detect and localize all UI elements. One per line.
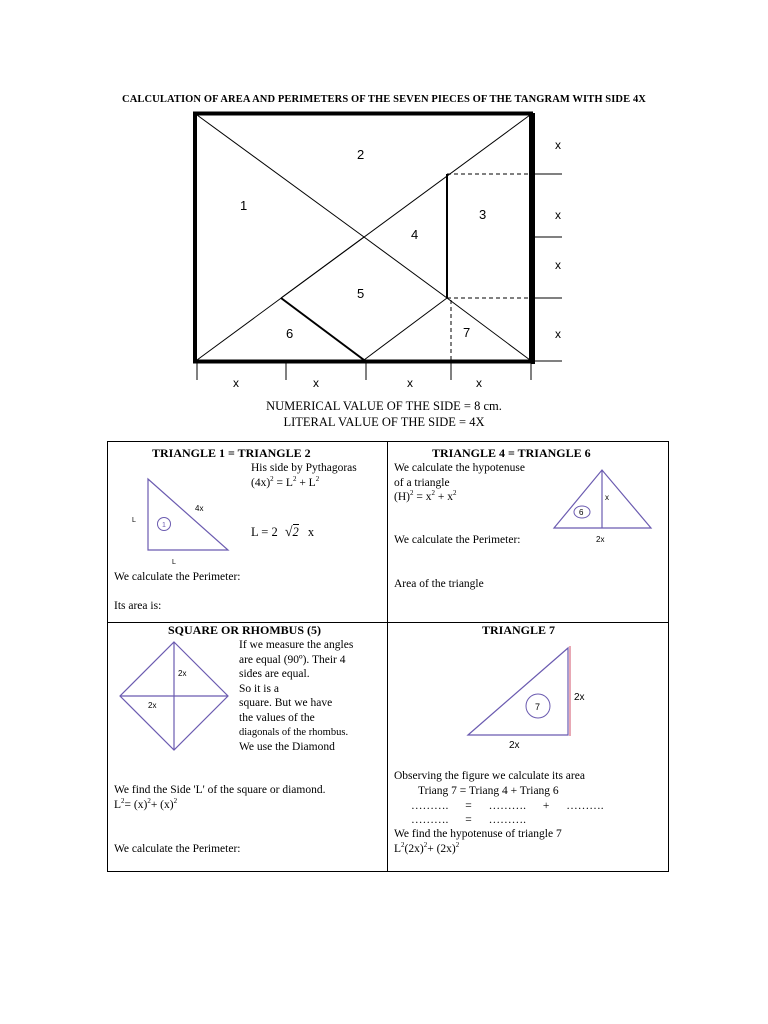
piece-3-label: 3: [479, 207, 487, 222]
heading-triangle-1-2: TRIANGLE 1 = TRIANGLE 2: [152, 446, 311, 460]
side-l-equation: L = 2 √2 x: [251, 525, 315, 540]
svg-text:1: 1: [162, 522, 166, 529]
side-mark-1: x: [555, 138, 561, 152]
bottom-mark-2: x: [313, 376, 319, 390]
triangle-text: of a triangle: [394, 477, 450, 489]
svg-text:2x: 2x: [148, 701, 157, 710]
svg-text:2x: 2x: [574, 692, 585, 703]
pythagoras-text: His side by Pythagoras: [251, 462, 357, 474]
dots-row-2: ………. = ……….: [411, 814, 526, 826]
heading-triangle-4-6: TRIANGLE 4 = TRIANGLE 6: [432, 446, 591, 460]
area-text-4: Area of the triangle: [394, 578, 484, 590]
svg-text:6: 6: [579, 508, 584, 517]
hypotenuse-7-text: We find the hypotenuse of triangle 7: [394, 828, 562, 840]
piece-2-label: 2: [357, 147, 365, 162]
square-line-4: So it is a: [239, 683, 279, 695]
hypotenuse-7-equation: $L^2(2x)^2+ (2x)^2$: [394, 841, 460, 855]
square-line-7: diagonals of the rhombus.: [239, 727, 349, 738]
heading-triangle-7: TRIANGLE 7: [482, 623, 556, 637]
svg-text:2x: 2x: [509, 740, 520, 751]
svg-text:7: 7: [535, 702, 541, 712]
bottom-mark-1: x: [233, 376, 239, 390]
dots-row-1: ………. = ………. + ……….: [411, 800, 604, 812]
piece-4-label: 4: [411, 227, 419, 242]
square-line-5: square. But we have: [239, 697, 333, 709]
hypotenuse-text: We calculate the hypotenuse: [394, 462, 525, 474]
square-side-equation: $L^2= (x)^2+ (x)^2$: [114, 797, 178, 811]
square-line-2: are equal (90º). Their 4: [239, 654, 346, 666]
square-line-8: We use the Diamond: [239, 741, 335, 753]
square-line-3: sides are equal.: [239, 668, 310, 680]
side-mark-4: x: [555, 327, 561, 341]
triangle-6-figure: [548, 464, 658, 544]
perimeter-text-1: We calculate the Perimeter:: [114, 571, 241, 583]
piece-1-label: 1: [240, 198, 248, 213]
piece-7-label: 7: [463, 325, 471, 340]
hypotenuse-equation: $(H)^2 = x^2 + x^2$: [394, 489, 457, 503]
square-line-1: If we measure the angles: [239, 639, 354, 651]
literal-value: LITERAL VALUE OF THE SIDE = 4X: [283, 415, 485, 429]
svg-text:x: x: [605, 493, 609, 502]
svg-text:L: L: [132, 517, 136, 524]
svg-text:L: L: [172, 559, 176, 566]
side-mark-2: x: [555, 208, 561, 222]
square-side-text: We find the Side 'L' of the square or diamond.: [114, 784, 326, 796]
calculation-table: [107, 441, 669, 872]
svg-text:2x: 2x: [596, 535, 605, 544]
area-text-1: Its area is:: [114, 600, 162, 612]
triangle-7-figure: [458, 638, 608, 754]
observe-text: Observing the figure we calculate its area: [394, 770, 585, 782]
square-line-6: the values of the: [239, 712, 315, 724]
piece-6-label: 6: [286, 326, 294, 341]
numerical-value: NUMERICAL VALUE OF THE SIDE = 8 cm.: [266, 399, 502, 413]
svg-text:4x: 4x: [195, 504, 204, 513]
rhombus-figure: [116, 638, 234, 756]
triangle-1-figure: [128, 474, 238, 566]
heading-square-5: SQUARE OR RHOMBUS (5): [168, 623, 322, 637]
page-title: CALCULATION OF AREA AND PERIMETERS OF THE SEVEN PIECES OF THE TANGRAM WITH SIDE 4X: [122, 94, 646, 105]
bottom-mark-3: x: [407, 376, 413, 390]
perimeter-text-4: We calculate the Perimeter:: [394, 534, 521, 546]
perimeter-text-5: We calculate the Perimeter:: [114, 843, 241, 855]
side-mark-3: x: [555, 258, 561, 272]
triangle-7-formula: Triang 7 = Triang 4 + Triang 6: [418, 785, 559, 797]
tangram-diagram: [0, 0, 768, 400]
piece-5-label: 5: [357, 286, 365, 301]
bottom-mark-4: x: [476, 376, 482, 390]
pythagoras-equation: $(4x)^2 = L^2 + L^2$: [251, 475, 320, 489]
svg-text:2x: 2x: [178, 669, 187, 678]
